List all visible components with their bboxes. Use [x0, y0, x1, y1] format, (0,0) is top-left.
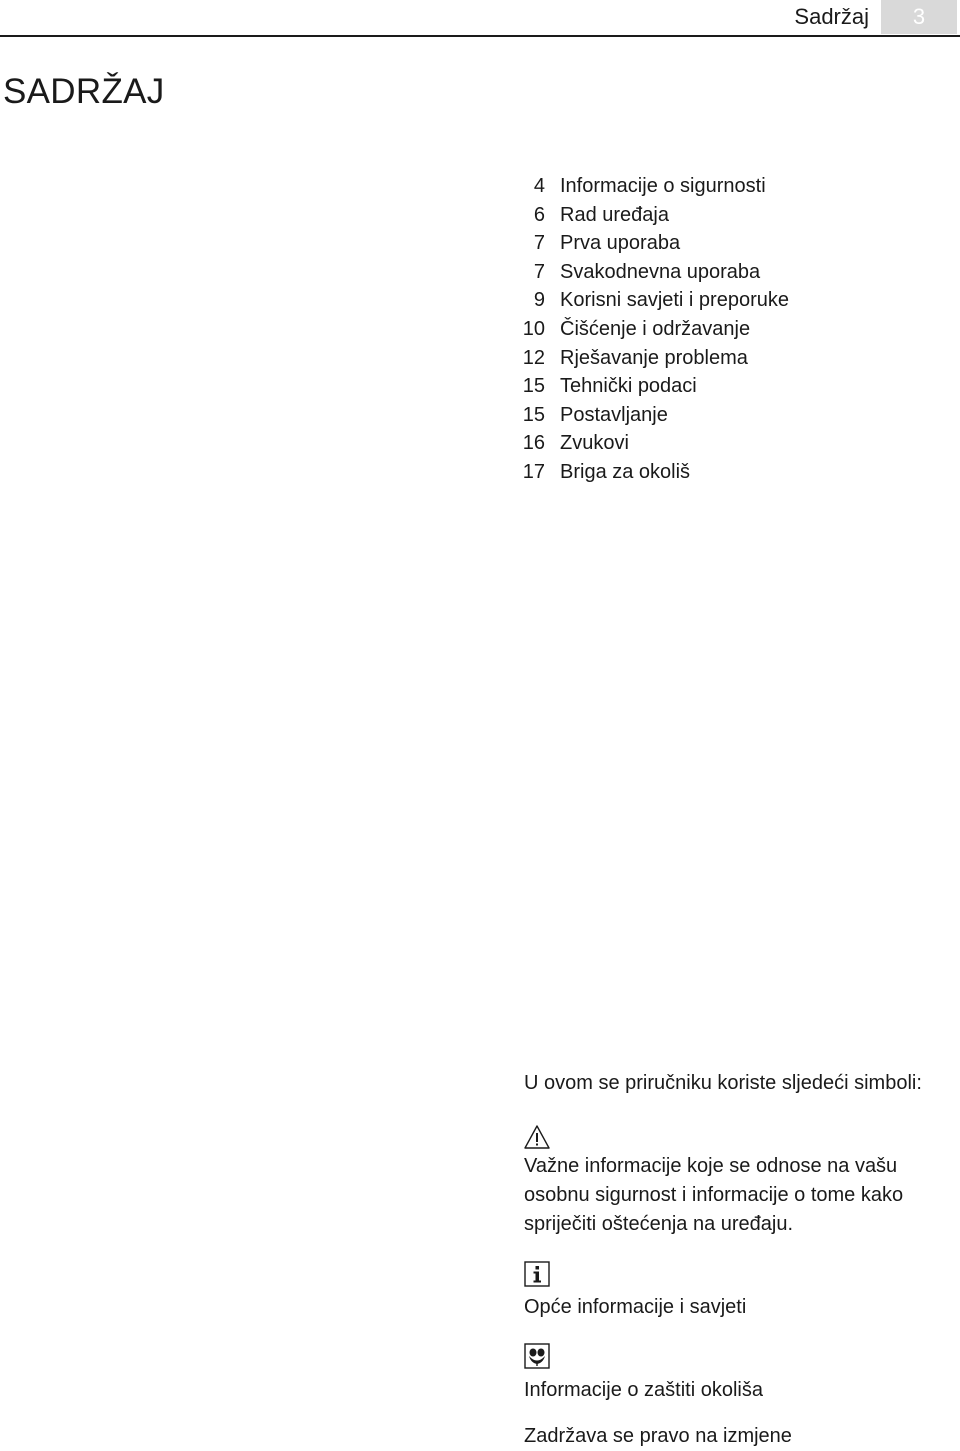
toc-item[interactable]	[500, 286, 789, 315]
toc-item[interactable]	[500, 201, 789, 230]
toc-label: Čišćenje i održavanje	[560, 317, 751, 340]
toc-label: Korisni savjeti i preporuke	[560, 289, 789, 312]
toc-label: Postavljanje	[560, 403, 668, 426]
warning-description: Važne informacije koje se odnose na vašu osobnu sigurnost i informacije o tome kako spriječiti oštećenja na uređaju.	[524, 1155, 904, 1235]
environment-leaf-icon	[524, 1343, 550, 1369]
toc-page-number: 7	[533, 260, 545, 283]
toc-page-number: 15	[522, 403, 545, 426]
toc-label: Rješavanje problema	[560, 346, 748, 369]
toc-page-number: 10	[522, 317, 545, 340]
page-title: SADRŽAJ	[3, 72, 165, 111]
info-description: Opće informacije i savjeti	[524, 1296, 747, 1318]
toc-item[interactable]	[500, 315, 789, 344]
toc-item[interactable]	[500, 372, 789, 401]
toc-label: Tehnički podaci	[560, 375, 697, 398]
toc-label: Svakodnevna uporaba	[560, 260, 761, 283]
toc-label: Informacije o sigurnosti	[560, 175, 766, 197]
toc-page-number: 7	[533, 232, 545, 255]
toc-label: Prva uporaba	[560, 232, 681, 255]
toc-label: Briga za okoliš	[560, 460, 691, 483]
toc-page-number: 12	[522, 346, 545, 369]
toc-label: Rad uređaja	[560, 203, 669, 226]
legend-title: U ovom se priručniku koriste sljedeći simboli:	[524, 1072, 922, 1094]
table-of-contents	[500, 172, 789, 487]
header-divider	[0, 35, 960, 37]
toc-item[interactable]	[500, 229, 789, 258]
environment-description: Informacije o zaštiti okoliša	[524, 1379, 763, 1401]
toc-page-number: 6	[533, 203, 545, 226]
toc-page-number: 4	[533, 175, 545, 197]
toc-item[interactable]	[500, 258, 789, 287]
page-header	[794, 0, 957, 34]
toc-page-number: 15	[522, 375, 545, 398]
toc-item[interactable]	[500, 429, 789, 458]
header-section-title: Sadržaj	[794, 4, 869, 29]
toc-page-number: 9	[533, 289, 545, 312]
toc-item[interactable]	[500, 172, 789, 201]
toc-page-number: 16	[522, 432, 545, 455]
rights-reserved-note: Zadržava se pravo na izmjene	[524, 1425, 792, 1447]
toc-item[interactable]	[500, 458, 789, 487]
toc-item[interactable]	[500, 401, 789, 430]
warning-triangle-icon	[524, 1124, 550, 1150]
toc-page-number: 17	[522, 460, 545, 483]
header-page-number: 3	[881, 0, 957, 34]
info-icon	[524, 1261, 550, 1287]
toc-label: Zvukovi	[560, 432, 629, 455]
toc-item[interactable]	[500, 344, 789, 373]
symbols-legend	[524, 1068, 956, 1451]
